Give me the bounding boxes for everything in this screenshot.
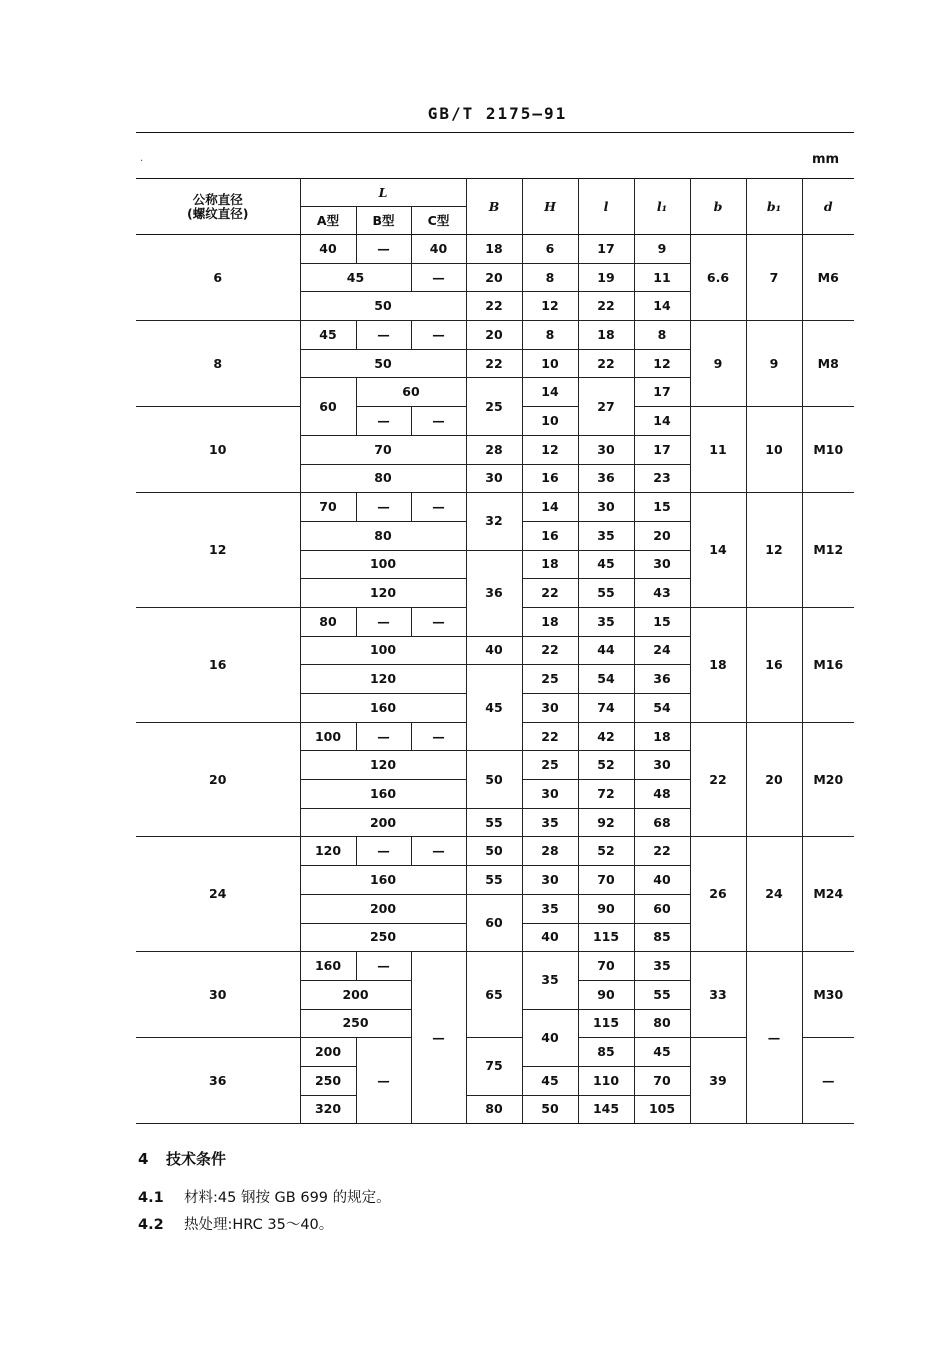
cell: 24 xyxy=(746,837,802,952)
clause-text: 材料:45 钢按 GB 699 的规定。 xyxy=(184,1190,391,1206)
cell: 65 xyxy=(466,952,522,1038)
cell: M16 xyxy=(802,607,854,722)
cell-dash: — xyxy=(356,235,411,264)
cell: 22 xyxy=(690,722,746,837)
cell: 160 xyxy=(300,952,356,981)
cell: 14 xyxy=(522,493,578,522)
cell: 115 xyxy=(578,923,634,952)
cell: 12 xyxy=(634,349,690,378)
table-header xyxy=(136,179,854,235)
cell: 22 xyxy=(578,292,634,321)
cell: 25 xyxy=(466,378,522,435)
cell: 52 xyxy=(578,751,634,780)
cell: 8 xyxy=(522,321,578,350)
cell: 60 xyxy=(300,378,356,435)
cell-dash: — xyxy=(411,493,466,522)
cell: 40 xyxy=(411,235,466,264)
cell: 200 xyxy=(300,808,466,837)
table-row xyxy=(136,952,854,981)
cell: 18 xyxy=(522,607,578,636)
cell: 70 xyxy=(634,1066,690,1095)
cell: 10 xyxy=(746,407,802,493)
cell-dash: — xyxy=(411,407,466,436)
cell: 40 xyxy=(634,866,690,895)
cell-dash: — xyxy=(411,607,466,636)
cell: 30 xyxy=(522,866,578,895)
header-type-b: B型 xyxy=(356,207,411,235)
cell: 35 xyxy=(522,894,578,923)
cell: 45 xyxy=(466,665,522,751)
cell: 45 xyxy=(522,1066,578,1095)
cell: 24 xyxy=(634,636,690,665)
cell: 80 xyxy=(466,1095,522,1124)
cell: 68 xyxy=(634,808,690,837)
cell: 250 xyxy=(300,923,466,952)
cell: 22 xyxy=(466,292,522,321)
cell: 43 xyxy=(634,579,690,608)
cell: 30 xyxy=(578,435,634,464)
cell: 50 xyxy=(300,292,466,321)
cell: 110 xyxy=(578,1066,634,1095)
table-row xyxy=(136,493,854,522)
cell: 55 xyxy=(578,579,634,608)
cell: 105 xyxy=(634,1095,690,1124)
cell: 8 xyxy=(634,321,690,350)
cell: 18 xyxy=(522,550,578,579)
cell: 250 xyxy=(300,1009,411,1038)
cell: 9 xyxy=(634,235,690,264)
cell: 22 xyxy=(466,349,522,378)
cell: 25 xyxy=(522,751,578,780)
cell: 200 xyxy=(300,1038,356,1067)
cell: 52 xyxy=(578,837,634,866)
cell-dash: — xyxy=(802,1038,854,1124)
cell-dash: — xyxy=(356,321,411,350)
cell: 70 xyxy=(578,952,634,981)
clause-4-1 xyxy=(138,1186,391,1207)
cell: 9 xyxy=(690,321,746,407)
cell-diameter: 16 xyxy=(136,607,300,722)
cell: 16 xyxy=(522,521,578,550)
cell-diameter: 12 xyxy=(136,493,300,608)
cell: 80 xyxy=(634,1009,690,1038)
header-type-c: C型 xyxy=(411,207,466,235)
cell: 35 xyxy=(578,521,634,550)
table-row xyxy=(136,837,854,866)
cell: 120 xyxy=(300,837,356,866)
cell: 54 xyxy=(578,665,634,694)
cell-diameter: 36 xyxy=(136,1038,300,1124)
cell: 250 xyxy=(300,1066,356,1095)
cell-dash: — xyxy=(356,493,411,522)
cell-dash: — xyxy=(356,407,411,436)
section-heading xyxy=(138,1148,226,1169)
cell: 26 xyxy=(690,837,746,952)
cell: 11 xyxy=(634,263,690,292)
cell: 30 xyxy=(634,550,690,579)
cell: 70 xyxy=(300,435,466,464)
header-type-a: A型 xyxy=(300,207,356,235)
cell: 15 xyxy=(634,607,690,636)
cell: 6 xyxy=(522,235,578,264)
cell: 7 xyxy=(746,235,802,321)
cell-dash: — xyxy=(356,722,411,751)
cell: 36 xyxy=(634,665,690,694)
cell: 10 xyxy=(522,407,578,436)
cell: 100 xyxy=(300,550,466,579)
cell: 28 xyxy=(522,837,578,866)
cell: M24 xyxy=(802,837,854,952)
cell: 160 xyxy=(300,780,466,809)
cell: 40 xyxy=(466,636,522,665)
cell: 40 xyxy=(300,235,356,264)
cell: 14 xyxy=(690,493,746,608)
cell: 22 xyxy=(634,837,690,866)
cell: 12 xyxy=(522,435,578,464)
cell: 44 xyxy=(578,636,634,665)
cell: 22 xyxy=(578,349,634,378)
cell: 120 xyxy=(300,665,466,694)
cell-dash: — xyxy=(746,952,802,1124)
cell: 85 xyxy=(634,923,690,952)
cell: 33 xyxy=(690,952,746,1038)
cell: 92 xyxy=(578,808,634,837)
cell: 160 xyxy=(300,694,466,723)
cell-diameter: 10 xyxy=(136,407,300,493)
cell: 36 xyxy=(578,464,634,493)
cell: 55 xyxy=(466,866,522,895)
cell: M30 xyxy=(802,952,854,1038)
cell: 45 xyxy=(300,321,356,350)
cell: 11 xyxy=(690,407,746,493)
cell: 20 xyxy=(466,263,522,292)
cell-dash: — xyxy=(356,952,411,981)
cell-diameter: 20 xyxy=(136,722,300,837)
cell-diameter: 24 xyxy=(136,837,300,952)
cell: 55 xyxy=(466,808,522,837)
header-thread-label: (螺纹直径) xyxy=(187,205,249,221)
table-row xyxy=(136,235,854,264)
cell: 45 xyxy=(578,550,634,579)
cell: 10 xyxy=(522,349,578,378)
cell: 42 xyxy=(578,722,634,751)
cell-diameter: 30 xyxy=(136,952,300,1038)
cell: M6 xyxy=(802,235,854,321)
cell: 40 xyxy=(522,1009,578,1066)
cell: 32 xyxy=(466,493,522,550)
cell: 80 xyxy=(300,521,466,550)
table-row xyxy=(136,321,854,350)
cell: 54 xyxy=(634,694,690,723)
cell: 40 xyxy=(522,923,578,952)
cell: 50 xyxy=(466,837,522,866)
cell-dash: — xyxy=(356,837,411,866)
cell: 28 xyxy=(466,435,522,464)
header-nominal-diameter xyxy=(136,179,300,235)
cell: 115 xyxy=(578,1009,634,1038)
cell: 160 xyxy=(300,866,466,895)
clause-4-2 xyxy=(138,1213,333,1234)
header-l: l xyxy=(578,179,634,235)
cell-dash: — xyxy=(411,952,466,1124)
dimension-table xyxy=(136,178,854,1124)
cell: 30 xyxy=(466,464,522,493)
cell: 55 xyxy=(634,980,690,1009)
cell: 75 xyxy=(466,1038,522,1095)
cell: 20 xyxy=(634,521,690,550)
cell: 15 xyxy=(634,493,690,522)
clause-number: 4.2 xyxy=(138,1217,164,1233)
header-H: H xyxy=(522,179,578,235)
section-title: 技术条件 xyxy=(166,1150,227,1168)
cell: 18 xyxy=(690,607,746,722)
scan-speck: · xyxy=(140,156,144,167)
cell: 320 xyxy=(300,1095,356,1124)
cell: 50 xyxy=(466,751,522,808)
header-l1: l₁ xyxy=(634,179,690,235)
cell: 14 xyxy=(522,378,578,407)
cell: 17 xyxy=(578,235,634,264)
cell-dash: — xyxy=(356,607,411,636)
cell: 100 xyxy=(300,636,466,665)
header-b: b xyxy=(690,179,746,235)
cell: 70 xyxy=(578,866,634,895)
cell: M10 xyxy=(802,407,854,493)
cell: 72 xyxy=(578,780,634,809)
cell: 100 xyxy=(300,722,356,751)
cell: 30 xyxy=(578,493,634,522)
cell: 12 xyxy=(746,493,802,608)
cell: 36 xyxy=(466,550,522,636)
cell: 30 xyxy=(522,694,578,723)
cell: 6.6 xyxy=(690,235,746,321)
cell: 20 xyxy=(466,321,522,350)
clause-number: 4.1 xyxy=(138,1190,164,1206)
unit-label: mm xyxy=(812,152,840,167)
cell: 14 xyxy=(634,292,690,321)
cell: M12 xyxy=(802,493,854,608)
cell: 14 xyxy=(634,407,690,436)
cell: 85 xyxy=(578,1038,634,1067)
standard-number: GB/T 2175—91 xyxy=(427,104,568,123)
cell-diameter: 8 xyxy=(136,321,300,407)
cell: 12 xyxy=(522,292,578,321)
cell: 80 xyxy=(300,607,356,636)
cell: 8 xyxy=(522,263,578,292)
cell: 70 xyxy=(300,493,356,522)
cell: M8 xyxy=(802,321,854,407)
cell: 18 xyxy=(634,722,690,751)
cell-dash: — xyxy=(356,1038,411,1124)
cell: 22 xyxy=(522,722,578,751)
cell: 30 xyxy=(522,780,578,809)
cell: 35 xyxy=(578,607,634,636)
cell: 60 xyxy=(356,378,466,407)
cell: M20 xyxy=(802,722,854,837)
cell: 25 xyxy=(522,665,578,694)
cell: 200 xyxy=(300,894,466,923)
cell: 9 xyxy=(746,321,802,407)
cell: 45 xyxy=(300,263,411,292)
header-B: B xyxy=(466,179,522,235)
header-rule xyxy=(136,132,854,133)
cell: 45 xyxy=(634,1038,690,1067)
cell: 90 xyxy=(578,894,634,923)
section-number: 4 xyxy=(138,1150,149,1168)
cell-dash: — xyxy=(411,722,466,751)
cell: 16 xyxy=(746,607,802,722)
cell: 35 xyxy=(522,952,578,1009)
cell: 60 xyxy=(634,894,690,923)
cell: 50 xyxy=(300,349,466,378)
cell: 23 xyxy=(634,464,690,493)
cell: 17 xyxy=(634,435,690,464)
cell: 200 xyxy=(300,980,411,1009)
cell: 35 xyxy=(522,808,578,837)
cell: 35 xyxy=(634,952,690,981)
cell-dash: — xyxy=(411,837,466,866)
cell: 22 xyxy=(522,636,578,665)
cell: 80 xyxy=(300,464,466,493)
header-d: d xyxy=(802,179,854,235)
cell: 90 xyxy=(578,980,634,1009)
cell-dash: — xyxy=(411,321,466,350)
clause-text: 热处理:HRC 35～40。 xyxy=(184,1217,334,1233)
cell: 27 xyxy=(578,378,634,435)
header-b1: b₁ xyxy=(746,179,802,235)
cell: 74 xyxy=(578,694,634,723)
cell: 18 xyxy=(466,235,522,264)
cell: 120 xyxy=(300,751,466,780)
header-nominal-label: 公称直径 xyxy=(192,191,243,207)
cell-dash: — xyxy=(411,263,466,292)
cell: 18 xyxy=(578,321,634,350)
cell: 50 xyxy=(522,1095,578,1124)
cell: 120 xyxy=(300,579,466,608)
cell: 60 xyxy=(466,894,522,951)
header-L: L xyxy=(300,179,466,207)
cell: 16 xyxy=(522,464,578,493)
cell: 22 xyxy=(522,579,578,608)
cell: 19 xyxy=(578,263,634,292)
cell: 48 xyxy=(634,780,690,809)
cell-diameter: 6 xyxy=(136,235,300,321)
cell: 145 xyxy=(578,1095,634,1124)
cell: 39 xyxy=(690,1038,746,1124)
cell: 20 xyxy=(746,722,802,837)
cell: 17 xyxy=(634,378,690,407)
cell: 30 xyxy=(634,751,690,780)
